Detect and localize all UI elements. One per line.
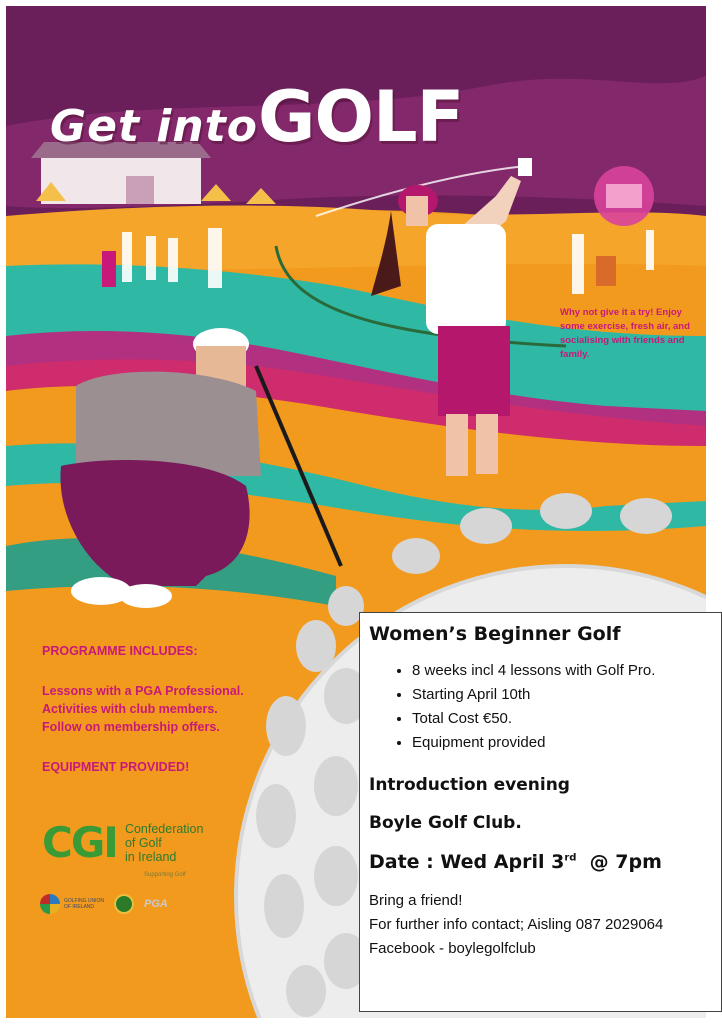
programme-item: Follow on membership offers. [42, 720, 220, 734]
date-suffix: rd [564, 852, 577, 864]
info-bullet: • Equipment provided [412, 731, 721, 755]
info-bullet: • Starting April 10th [412, 683, 721, 707]
programme-section [42, 642, 282, 776]
headline-get-into: Get into [50, 101, 258, 152]
cgi-line: Confederation [124, 821, 204, 836]
pga-logo: PGA [144, 898, 168, 910]
info-bullet: • 8 weeks incl 4 lessons with Golf Pro. [412, 659, 721, 683]
date-prefix: Date : Wed April 3 [369, 851, 565, 873]
cgi-text [125, 822, 204, 864]
info-title: Women’s Beginner Golf [369, 623, 621, 645]
programme-heading: PROGRAMME INCLUDES: [42, 644, 198, 658]
programme-item: Lessons with a PGA Professional. [42, 684, 244, 698]
gui-line: GOLFING UNION [64, 898, 105, 904]
cgi-subtitle: Supporting Golf [144, 872, 186, 878]
bring-friend: Bring a friend! [369, 892, 463, 909]
partner-logos [40, 894, 168, 914]
headline [50, 76, 463, 158]
event-date [369, 851, 721, 873]
programme-item: Activities with club members. [42, 702, 218, 716]
cgi-mark: CGI [42, 818, 117, 867]
contact-info: For further info contact; Aisling 087 2029064 [369, 916, 664, 933]
cgi-logo [42, 818, 203, 867]
info-box [359, 612, 722, 1012]
gui-logo [40, 894, 104, 914]
gui-emblem-icon [40, 894, 60, 914]
venue: Boyle Golf Club. [369, 813, 522, 833]
gui-line: OF IRELAND [64, 904, 95, 910]
ilgu-crest-icon [114, 894, 134, 914]
date-time: @ 7pm [589, 851, 662, 873]
info-bullet: • Total Cost €50. [412, 707, 721, 731]
facebook-info: Facebook - boylegolfclub [369, 940, 536, 957]
cgi-line: in Ireland [124, 849, 177, 864]
cgi-line: of Golf [124, 835, 162, 850]
headline-golf: GOLF [257, 76, 464, 158]
intro-evening: Introduction evening [369, 775, 570, 795]
info-bullet-list [369, 659, 721, 755]
equipment-provided: EQUIPMENT PROVIDED! [42, 760, 190, 774]
tagline: Why not give it a try! Enjoy some exercise, fresh air, and socialising with friends and family. [560, 307, 690, 360]
